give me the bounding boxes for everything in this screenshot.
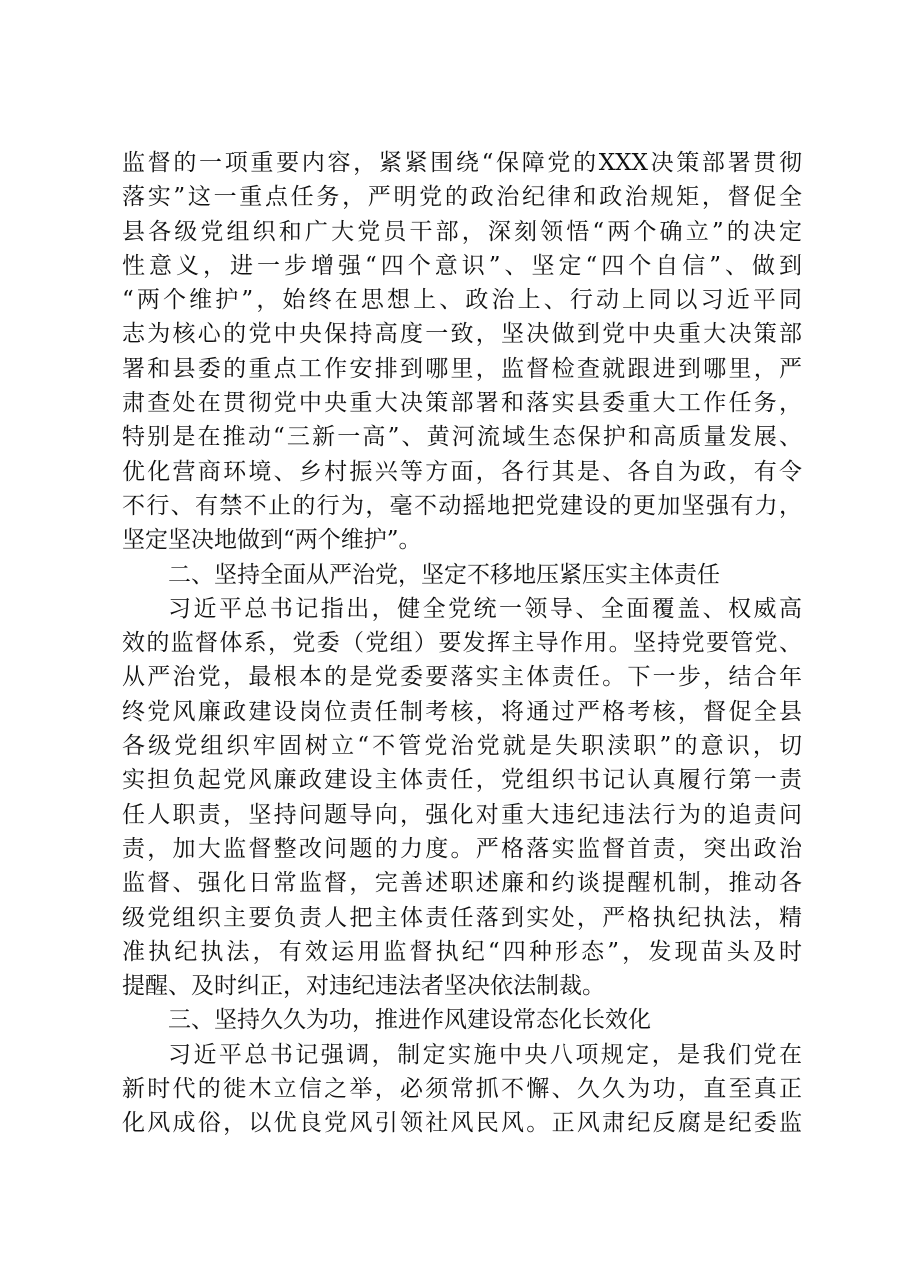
paragraph-line: 习近平总书记指出，健全党统一领导、全面覆盖、权威高 [168, 595, 802, 622]
paragraph-line: 县各级党组织和广大党员干部，深刻领悟“两个确立”的决定 [122, 218, 802, 245]
section-heading: 二、坚持全面从严治党，坚定不移地压紧压实主体责任 [168, 561, 720, 588]
paragraph-line: 化风成俗，以优良党风引领社风民风。正风肃纪反腐是纪委监 [122, 1110, 802, 1137]
paragraph-line: 特别是在推动“三新一高”、黄河流域生态保护和高质量发展、 [122, 424, 802, 451]
paragraph-line: 习近平总书记强调，制定实施中央八项规定，是我们党在 [168, 1041, 802, 1068]
section-heading: 三、坚持久久为功，推进作风建设常态化长效化 [168, 1007, 651, 1034]
paragraph-line: 级党组织主要负责人把主体责任落到实处，严格执纪执法，精 [122, 904, 802, 931]
paragraph-line: 从严治党，最根本的是党委要落实主体责任。下一步，结合年 [122, 664, 802, 691]
paragraph-line: 监督的一项重要内容，紧紧围绕“保障党的XXX决策部署贯彻 [122, 150, 802, 176]
paragraph-line: 落实”这一重点任务，严明党的政治纪律和政治规矩，督促全 [122, 184, 802, 211]
paragraph-line: 性意义，进一步增强“四个意识”、坚定“四个自信”、做到 [122, 252, 802, 279]
paragraph-line: 实担负起党风廉政建设主体责任，党组织书记认真履行第一责 [122, 767, 802, 794]
paragraph-line: 提醒、及时纠正，对违纪违法者坚决依法制裁。 [122, 973, 605, 1000]
paragraph-line: 志为核心的党中央保持高度一致，坚决做到党中央重大决策部 [122, 321, 802, 348]
paragraph-line: “两个维护”，始终在思想上、政治上、行动上同以习近平同 [122, 287, 802, 314]
paragraph-line: 责，加大监督整改问题的力度。严格落实监督首责，突出政治 [122, 835, 802, 862]
paragraph-line: 终党风廉政建设岗位责任制考核，将通过严格考核，督促全县 [122, 698, 802, 725]
paragraph-line: 肃查处在贯彻党中央重大决策部署和落实县委重大工作任务， [122, 390, 802, 417]
paragraph-line: 不行、有禁不止的行为，毫不动摇地把党建设的更加坚强有力， [122, 492, 802, 519]
paragraph-line: 坚定坚决地做到“两个维护”。 [122, 527, 422, 554]
paragraph-line: 准执纪执法，有效运用监督执纪“四种形态”，发现苗头及时 [122, 938, 802, 965]
paragraph-line: 署和县委的重点工作安排到哪里，监督检查就跟进到哪里，严 [122, 355, 802, 382]
paragraph-line: 优化营商环境、乡村振兴等方面，各行其是、各自为政，有令 [122, 458, 802, 485]
document-body [122, 146, 802, 1141]
paragraph-line: 新时代的徙木立信之举，必须常抓不懈、久久为功，直至真正 [122, 1076, 802, 1103]
paragraph-line: 各级党组织牢固树立“不管党治党就是失职渎职”的意识，切 [122, 733, 802, 760]
paragraph-line: 监督、强化日常监督，完善述职述廉和约谈提醒机制，推动各 [122, 870, 802, 897]
paragraph-line: 任人职责，坚持问题导向，强化对重大违纪违法行为的追责问 [122, 801, 802, 828]
paragraph-line: 效的监督体系，党委（党组）要发挥主导作用。坚持党要管党、 [122, 630, 802, 657]
